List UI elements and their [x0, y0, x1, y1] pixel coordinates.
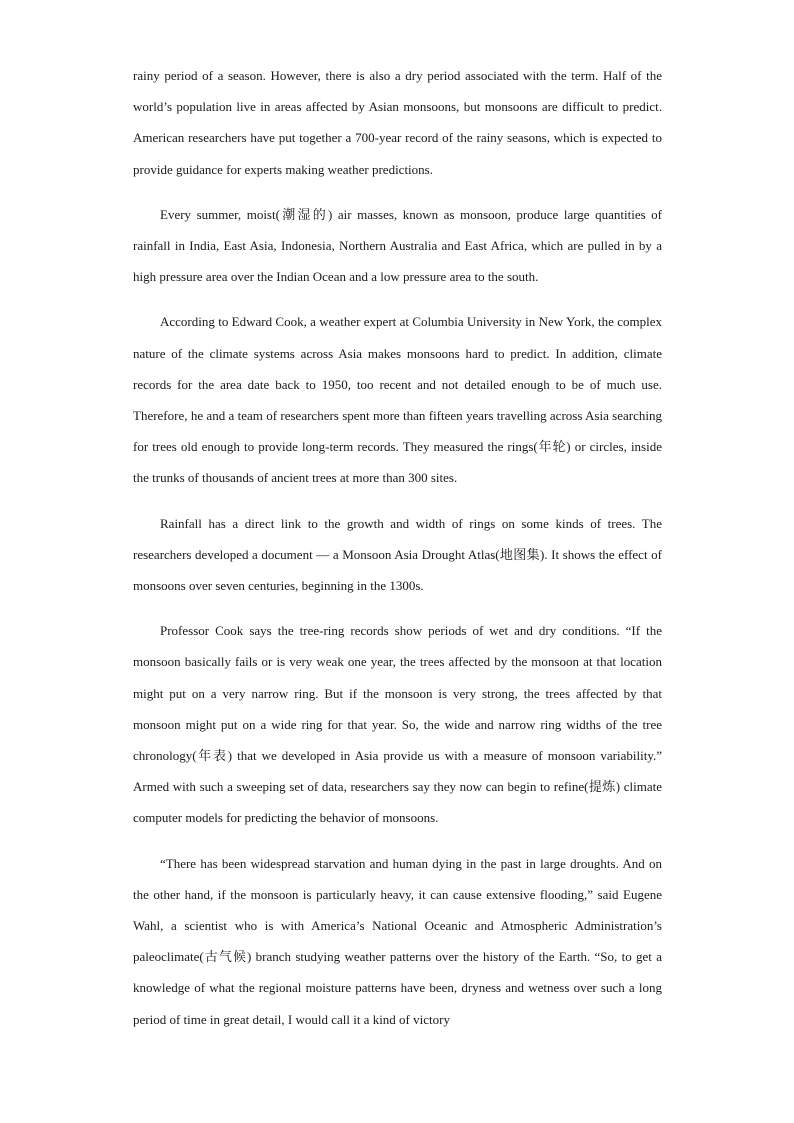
paragraph-4: Rainfall has a direct link to the growth and width of rings on some kinds of trees. The researchers developed a document — a Monsoon Asia Drought Atlas(地图集). It shows the effect of monsoons over seven centuries, beginning in the 1300s.: [133, 515, 662, 594]
paragraph-6: “There has been widespread starvation and human dying in the past in large droughts. And on the other hand, if the monsoon is particularly heavy, it can cause extensive flooding,” said Eugene Wahl, a scientist who is with America’s National Oceanic and Atmospheric Administration’s paleoclimate(古气候) branch studying weather patterns over the history of the Earth. “So, to get a knowledge of what the regional moisture patterns have been, dryness and wetness over such a long period of time in great detail, I would call it a kind of victory: [133, 855, 662, 1027]
paragraph-5: Professor Cook says the tree-ring records show periods of wet and dry conditions. “If the monsoon basically fails or is very weak one year, the trees affected by the monsoon at that location might put on a very narrow ring. But if the monsoon is very strong, the trees affected by that monsoon might put on a wide ring for that year. So, the wide and narrow ring widths of the tree chronology(年表) that we developed in Asia provide us with a measure of monsoon variability.” Armed with such a sweeping set of data, researchers say they now can begin to refine(提炼) climate computer models for predicting the behavior of monsoons.: [133, 623, 662, 826]
paragraph-2: Every summer, moist(潮湿的) air masses, known as monsoon, produce large quantities of rainfall in India, East Asia, Indonesia, Northern Australia and East Africa, which are pulled in by a high pressure area over the Indian Ocean and a low pressure area to the south.: [133, 206, 662, 285]
paragraph-1: rainy period of a season. However, there is also a dry period associated with the term. Half of the world’s population live in areas affected by Asian monsoons, but monsoons are difficult to predict. American researchers have put together a 700-year record of the rainy seasons, which is expected to provide guidance for experts making weather predictions.: [133, 68, 662, 177]
document-page: [133, 60, 662, 1049]
paragraph-3: According to Edward Cook, a weather expert at Columbia University in New York, the complex nature of the climate systems across Asia makes monsoons hard to predict. In addition, climate records for the area date back to 1950, too recent and not detailed enough to be of much use. Therefore, he and a team of researchers spent more than fifteen years travelling across Asia searching for trees old enough to provide long-term records. They measured the rings(年轮) or circles, inside the trunks of thousands of ancient trees at more than 300 sites.: [133, 314, 662, 486]
